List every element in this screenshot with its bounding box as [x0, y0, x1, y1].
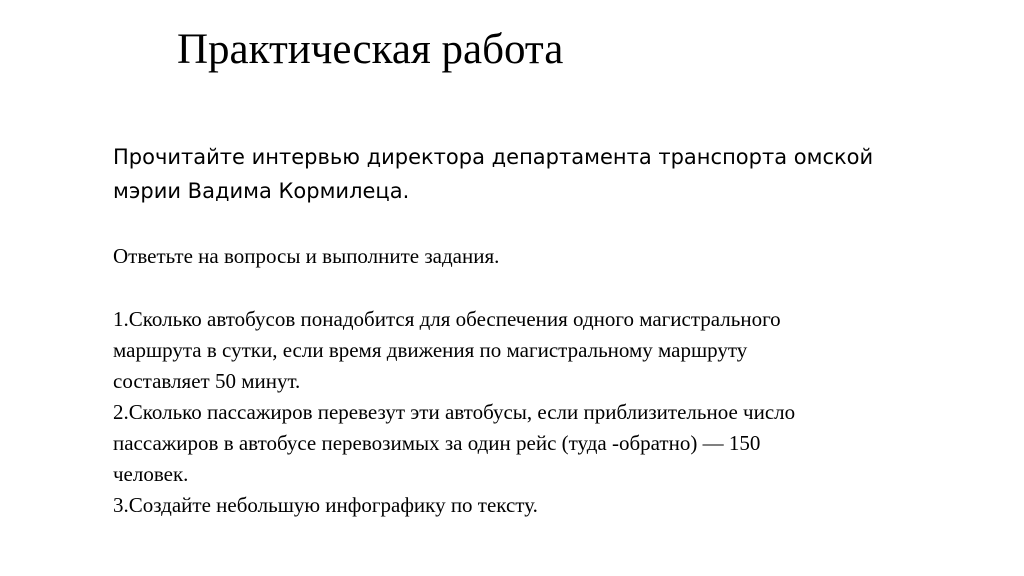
task-line: маршрута в сутки, если время движения по магистральному маршруту [113, 338, 748, 362]
slide-title: Практическая работа [177, 26, 564, 73]
task-item-1 [113, 304, 993, 397]
instructions-text: Ответьте на вопросы и выполните задания. [113, 244, 500, 268]
task-line: 2.Сколько пассажиров перевезут эти автобусы, если приблизительное число [113, 400, 796, 424]
task-item-2 [113, 397, 993, 490]
intro-line: мэрии Вадима Кормилеца. [113, 179, 410, 203]
task-line: 1.Сколько автобусов понадобится для обеспечения одного магистрального [113, 307, 781, 331]
task-line: пассажиров в автобусе перевозимых за один рейс (туда -обратно) — 150 [113, 431, 761, 455]
task-line: 3.Создайте небольшую инфографику по тексту. [113, 493, 538, 517]
task-item-3 [113, 490, 993, 521]
intro-text [113, 140, 983, 208]
task-line: составляет 50 минут. [113, 369, 301, 393]
intro-line: Прочитайте интервью директора департамента транспорта омской [113, 145, 874, 169]
task-list [113, 304, 993, 521]
task-line: человек. [113, 462, 189, 486]
